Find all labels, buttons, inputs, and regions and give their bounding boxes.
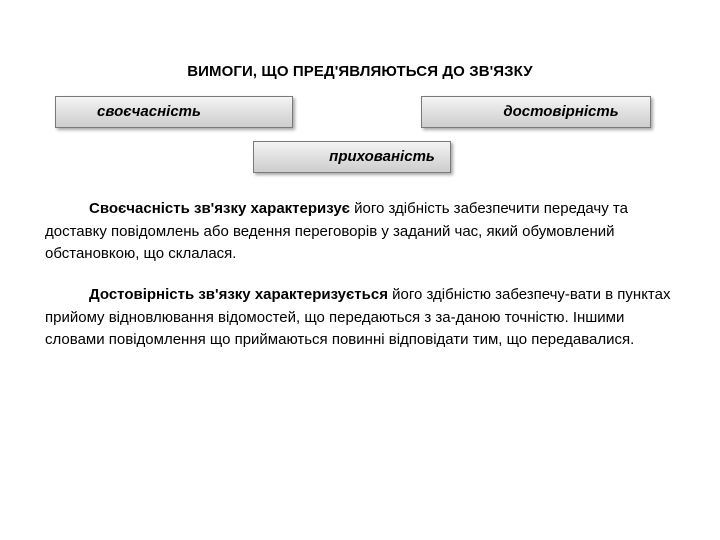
requirement-label-secrecy: прихованість	[329, 148, 435, 165]
requirement-box-secrecy	[253, 141, 451, 173]
slide-title: ВИМОГИ, ЩО ПРЕД'ЯВЛЯЮТЬСЯ ДО ЗВ'ЯЗКУ	[187, 63, 533, 80]
paragraph-timeliness-lead: Своєчасність зв'язку характеризує	[89, 200, 350, 217]
paragraph-timeliness-body: його здібність забезпечити передачу та доставку повідомлень або ведення переговорів у заданий час, який обумовлений обстановкою, що склалася.	[45, 200, 628, 262]
requirement-box-reliability	[421, 96, 651, 128]
paragraph-reliability	[45, 284, 685, 352]
requirement-label-timeliness: своєчасність	[97, 103, 201, 120]
paragraph-reliability-lead: Достовірність зв'язку характеризується	[89, 286, 388, 303]
requirement-box-timeliness	[55, 96, 293, 128]
paragraph-timeliness	[45, 198, 685, 266]
requirement-label-reliability: достовірність	[503, 103, 619, 120]
paragraph-reliability-body: його здібністю забезпечу-вати в пунктах прийому відновлювання відомостей, що передаються з за-даною точністю. Іншими словами повідомлення що приймаються повинні відповідати тим, що передавалися.	[45, 286, 671, 348]
